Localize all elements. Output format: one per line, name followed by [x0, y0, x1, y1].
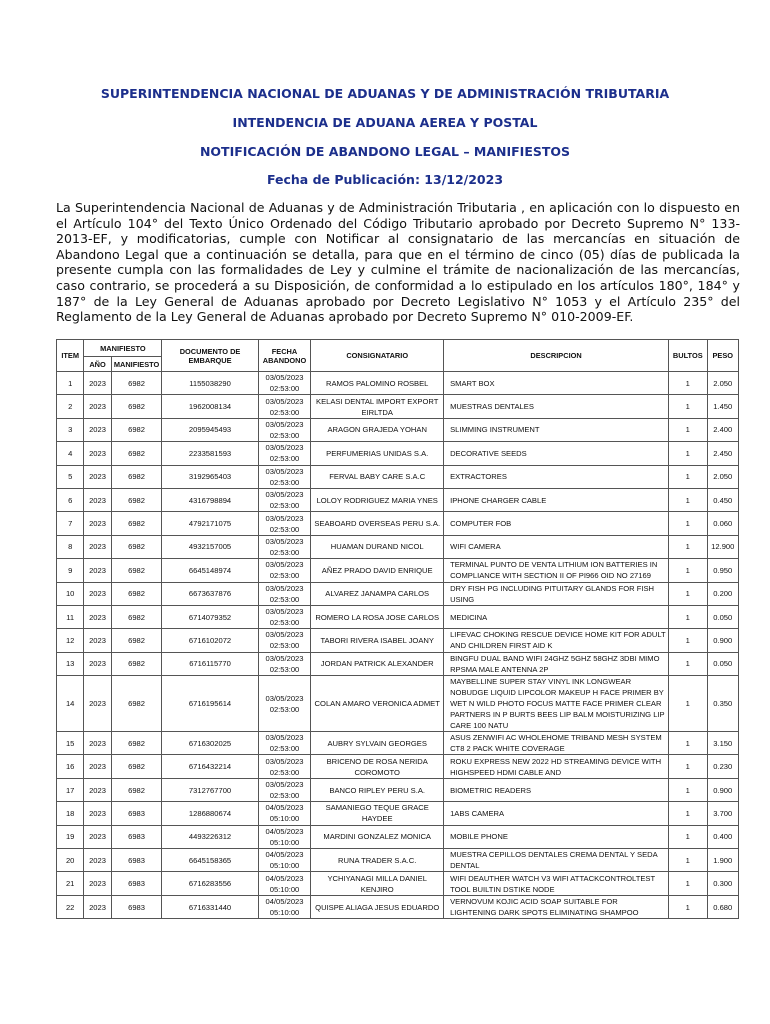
cell-bultos: 1 [669, 535, 708, 558]
cell-anio: 2023 [84, 488, 111, 511]
cell-documento: 2233581593 [162, 442, 258, 465]
cell-item: 4 [57, 442, 84, 465]
cell-bultos: 1 [669, 755, 708, 778]
cell-item: 2 [57, 395, 84, 418]
fecha-time: 02:53:00 [269, 524, 300, 534]
cell-bultos: 1 [669, 442, 708, 465]
cell-consignatario: RUNA TRADER S.A.C. [311, 849, 444, 872]
cell-bultos: 1 [669, 605, 708, 628]
cell-manifiesto: 6982 [111, 442, 162, 465]
notice-title: NOTIFICACIÓN DE ABANDONO LEGAL – MANIFIESTOS [199, 144, 571, 159]
cell-manifiesto: 6982 [111, 535, 162, 558]
col-item-header: ITEM [57, 340, 84, 372]
cell-manifiesto: 6982 [111, 629, 162, 652]
fecha-time: 05:10:00 [269, 814, 300, 824]
cell-documento: 4493226312 [162, 825, 258, 848]
cell-item: 13 [57, 652, 84, 675]
fecha-time: 02:53:00 [269, 641, 300, 651]
table-row [57, 395, 739, 418]
cell-bultos: 1 [669, 778, 708, 801]
cell-bultos: 1 [669, 802, 708, 825]
table-row [57, 732, 739, 755]
table-row [57, 418, 739, 441]
cell-fecha [258, 395, 311, 418]
cell-fecha [258, 802, 311, 825]
fecha-date: 04/05/2023 [265, 826, 304, 836]
cell-peso: 1.900 [707, 849, 738, 872]
table-row [57, 535, 739, 558]
cell-anio: 2023 [84, 629, 111, 652]
cell-peso: 0.050 [707, 605, 738, 628]
table-row [57, 372, 739, 395]
fecha-time: 02:53:00 [269, 704, 300, 714]
fecha-time: 05:10:00 [269, 884, 300, 894]
fecha-date: 04/05/2023 [265, 850, 304, 860]
fecha-date: 03/05/2023 [265, 396, 304, 406]
col-anio-header: AÑO [84, 357, 111, 372]
table-row [57, 559, 739, 582]
fecha-date: 03/05/2023 [265, 419, 304, 429]
cell-documento: 1962008134 [162, 395, 258, 418]
cell-anio: 2023 [84, 872, 111, 895]
cell-bultos: 1 [669, 465, 708, 488]
cell-descripcion: MUESTRAS DENTALES [444, 395, 669, 418]
cell-anio: 2023 [84, 395, 111, 418]
cell-consignatario: BRICENO DE ROSA NERIDA COROMOTO [311, 755, 444, 778]
cell-item: 8 [57, 535, 84, 558]
cell-consignatario: HUAMAN DURAND NICOL [311, 535, 444, 558]
cell-anio: 2023 [84, 778, 111, 801]
fecha-date: 03/05/2023 [265, 373, 304, 383]
cell-documento: 3192965403 [162, 465, 258, 488]
cell-fecha [258, 512, 311, 535]
cell-consignatario: COLAN AMARO VERONICA ADMET [311, 676, 444, 732]
cell-anio: 2023 [84, 825, 111, 848]
table-row [57, 849, 739, 872]
cell-anio: 2023 [84, 732, 111, 755]
table-row [57, 512, 739, 535]
cell-consignatario: ALVAREZ JANAMPA CARLOS [311, 582, 444, 605]
cell-peso: 0.400 [707, 825, 738, 848]
cell-descripcion: EXTRACTORES [444, 465, 669, 488]
cell-peso: 0.900 [707, 778, 738, 801]
table-row [57, 488, 739, 511]
cell-item: 3 [57, 418, 84, 441]
cell-descripcion: MEDICINA [444, 605, 669, 628]
cell-descripcion: DECORATIVE SEEDS [444, 442, 669, 465]
table-row [57, 676, 739, 732]
cell-item: 21 [57, 872, 84, 895]
cell-anio: 2023 [84, 676, 111, 732]
cell-manifiesto: 6982 [111, 605, 162, 628]
cell-descripcion: COMPUTER FOB [444, 512, 669, 535]
cell-bultos: 1 [669, 512, 708, 535]
cell-anio: 2023 [84, 895, 111, 918]
table-body [57, 372, 739, 919]
cell-manifiesto: 6982 [111, 488, 162, 511]
cell-consignatario: BANCO RIPLEY PERU S.A. [311, 778, 444, 801]
cell-descripcion: MAYBELLINE SUPER STAY VINYL INK LONGWEAR NOBUDGE LIQUID LIPCOLOR MAKEUP H FACE PRIMER BY WET N WILD PHOTO FOCUS MATTE FACE PRIMER CLEAR PARTNERS IN P BURTS BEES LIP BALM MOISTURIZING LIP CARE 100 NATU [444, 676, 669, 732]
cell-manifiesto: 6982 [111, 582, 162, 605]
cell-documento: 6716102072 [162, 629, 258, 652]
cell-peso: 0.900 [707, 629, 738, 652]
cell-manifiesto: 6982 [111, 755, 162, 778]
cell-manifiesto: 6982 [111, 778, 162, 801]
cell-fecha [258, 755, 311, 778]
cell-item: 20 [57, 849, 84, 872]
cell-documento: 2095945493 [162, 418, 258, 441]
cell-documento: 4932157005 [162, 535, 258, 558]
cell-documento: 6716115770 [162, 652, 258, 675]
table-row [57, 825, 739, 848]
cell-manifiesto: 6982 [111, 395, 162, 418]
notice-body: La Superintendencia Nacional de Aduanas y de Administración Tributaria , en aplicación con lo dispuesto en el Artículo 104° del Texto Único Ordenado del Código Tributario aprobado por Decreto Supremo N° 133-2013-EF, y modificatorias, cumple con Notificar al consignatario de las mercancías en situación de Abandono Legal que a continuación se detalla, para que en el término de cinco (05) días de publicada la presente cumpla con las formalidades de Ley y culmine el trámite de nacionalización de las mercancías, caso contrario, se procederá a su Disposición, de conformidad a lo estipulado en los artículos 180°, 184° y 187° de la Ley General de Aduanas aprobado por Decreto Legislativo N° 1053 y el Artículo 235° del Reglamento de la Ley General de Aduanas aprobado por Decreto Supremo N° 010-2009-EF. [56, 200, 740, 325]
cell-peso: 2.400 [707, 418, 738, 441]
cell-peso: 1.450 [707, 395, 738, 418]
cell-manifiesto: 6983 [111, 849, 162, 872]
col-descripcion-header: DESCRIPCION [444, 340, 669, 372]
cell-item: 11 [57, 605, 84, 628]
cell-documento: 1155038290 [162, 372, 258, 395]
cell-fecha [258, 676, 311, 732]
fecha-date: 03/05/2023 [265, 490, 304, 500]
cell-consignatario: ARAGON GRAJEDA YOHAN [311, 418, 444, 441]
cell-fecha [258, 732, 311, 755]
cell-bultos: 1 [669, 895, 708, 918]
cell-manifiesto: 6982 [111, 418, 162, 441]
cell-item: 1 [57, 372, 84, 395]
publication-date: Fecha de Publicación: 13/12/2023 [266, 172, 504, 187]
cell-descripcion: LIFEVAC CHOKING RESCUE DEVICE HOME KIT FOR ADULT AND CHILDREN FIRST AID K [444, 629, 669, 652]
fecha-time: 05:10:00 [269, 908, 300, 917]
cell-manifiesto: 6982 [111, 652, 162, 675]
cell-anio: 2023 [84, 442, 111, 465]
cell-descripcion: DRY FISH PG INCLUDING PITUITARY GLANDS FOR FISH USING [444, 582, 669, 605]
cell-anio: 2023 [84, 582, 111, 605]
cell-peso: 0.950 [707, 559, 738, 582]
cell-peso: 0.050 [707, 652, 738, 675]
cell-peso: 12.900 [707, 535, 738, 558]
cell-peso: 2.450 [707, 442, 738, 465]
cell-peso: 0.060 [707, 512, 738, 535]
fecha-time: 02:53:00 [269, 454, 300, 464]
cell-bultos: 1 [669, 395, 708, 418]
cell-documento: 6716302025 [162, 732, 258, 755]
cell-consignatario: KELASI DENTAL IMPORT EXPORT EIRLTDA [311, 395, 444, 418]
col-fecha-header: FECHA ABANDONO [258, 340, 311, 372]
cell-documento: 6716283556 [162, 872, 258, 895]
cell-bultos: 1 [669, 559, 708, 582]
fecha-date: 03/05/2023 [265, 653, 304, 663]
cell-descripcion: BIOMETRIC READERS [444, 778, 669, 801]
cell-item: 18 [57, 802, 84, 825]
cell-item: 17 [57, 778, 84, 801]
col-peso-header: PESO [707, 340, 738, 372]
cell-documento: 6714079352 [162, 605, 258, 628]
cell-item: 7 [57, 512, 84, 535]
col-documento-header: DOCUMENTO DE EMBARQUE [162, 340, 258, 372]
cell-anio: 2023 [84, 465, 111, 488]
fecha-date: 03/05/2023 [265, 536, 304, 546]
cell-peso: 0.200 [707, 582, 738, 605]
cell-documento: 4792171075 [162, 512, 258, 535]
cell-fecha [258, 825, 311, 848]
table-row [57, 605, 739, 628]
cell-manifiesto: 6983 [111, 872, 162, 895]
cell-descripcion: MOBILE PHONE [444, 825, 669, 848]
cell-manifiesto: 6982 [111, 465, 162, 488]
cell-consignatario: RAMOS PALOMINO ROSBEL [311, 372, 444, 395]
cell-item: 15 [57, 732, 84, 755]
cell-fecha [258, 488, 311, 511]
cell-descripcion: VERNOVUM KOJIC ACID SOAP SUITABLE FOR LIGHTENING DARK SPOTS ELIMINATING SHAMPOO [444, 895, 669, 918]
fecha-time: 02:53:00 [269, 664, 300, 674]
cell-manifiesto: 6982 [111, 372, 162, 395]
cell-descripcion: MUESTRA CEPILLOS DENTALES CREMA DENTAL Y SEDA DENTAL [444, 849, 669, 872]
cell-bultos: 1 [669, 488, 708, 511]
table-row [57, 755, 739, 778]
table-row [57, 872, 739, 895]
cell-manifiesto: 6983 [111, 825, 162, 848]
col-manifiesto-header: MANIFIESTO [111, 357, 162, 372]
cell-consignatario: PERFUMERIAS UNIDAS S.A. [311, 442, 444, 465]
fecha-time: 02:53:00 [269, 430, 300, 440]
cell-fecha [258, 582, 311, 605]
cell-fecha [258, 605, 311, 628]
cell-documento: 6716195614 [162, 676, 258, 732]
fecha-date: 04/05/2023 [265, 873, 304, 883]
cell-item: 22 [57, 895, 84, 918]
cell-descripcion: 1ABS CAMERA [444, 802, 669, 825]
cell-manifiesto: 6982 [111, 676, 162, 732]
cell-bultos: 1 [669, 849, 708, 872]
cell-descripcion: BINGFU DUAL BAND WIFI 24GHZ 5GHZ 58GHZ 3DBI MIMO RPSMA MALE ANTENNA 2P [444, 652, 669, 675]
cell-item: 19 [57, 825, 84, 848]
fecha-date: 03/05/2023 [265, 780, 304, 790]
abandonment-table [56, 339, 739, 919]
cell-anio: 2023 [84, 802, 111, 825]
cell-manifiesto: 6983 [111, 802, 162, 825]
fecha-date: 03/05/2023 [265, 693, 304, 703]
cell-peso: 3.150 [707, 732, 738, 755]
cell-bultos: 1 [669, 629, 708, 652]
cell-fecha [258, 442, 311, 465]
cell-fecha [258, 418, 311, 441]
cell-consignatario: YCHIYANAGI MILLA DANIEL KENJIRO [311, 872, 444, 895]
cell-documento: 6716432214 [162, 755, 258, 778]
cell-manifiesto: 6982 [111, 559, 162, 582]
cell-descripcion: IPHONE CHARGER CABLE [444, 488, 669, 511]
cell-descripcion: WIFI DEAUTHER WATCH V3 WIFI ATTACKCONTROLTEST TOOL BUILTIN DSTIKE NODE [444, 872, 669, 895]
cell-manifiesto: 6982 [111, 512, 162, 535]
cell-peso: 3.700 [707, 802, 738, 825]
fecha-date: 03/05/2023 [265, 607, 304, 617]
table-row [57, 802, 739, 825]
cell-peso: 0.300 [707, 872, 738, 895]
cell-anio: 2023 [84, 755, 111, 778]
cell-documento: 1286880674 [162, 802, 258, 825]
cell-consignatario: QUISPE ALIAGA JESUS EDUARDO [311, 895, 444, 918]
cell-bultos: 1 [669, 652, 708, 675]
fecha-time: 02:53:00 [269, 407, 300, 417]
cell-fecha [258, 895, 311, 918]
cell-peso: 0.350 [707, 676, 738, 732]
table-row [57, 465, 739, 488]
cell-fecha [258, 652, 311, 675]
cell-bultos: 1 [669, 582, 708, 605]
cell-item: 5 [57, 465, 84, 488]
cell-fecha [258, 559, 311, 582]
cell-anio: 2023 [84, 512, 111, 535]
cell-fecha [258, 465, 311, 488]
cell-fecha [258, 872, 311, 895]
fecha-time: 02:53:00 [269, 571, 300, 581]
cell-anio: 2023 [84, 372, 111, 395]
col-manifiesto-group-header: MANIFIESTO [84, 340, 162, 357]
cell-consignatario: TABORI RIVERA ISABEL JOANY [311, 629, 444, 652]
cell-item: 14 [57, 676, 84, 732]
fecha-date: 03/05/2023 [265, 513, 304, 523]
cell-consignatario: AÑEZ PRADO DAVID ENRIQUE [311, 559, 444, 582]
fecha-date: 04/05/2023 [265, 803, 304, 813]
cell-documento: 7312767700 [162, 778, 258, 801]
cell-descripcion: SMART BOX [444, 372, 669, 395]
fecha-time: 02:53:00 [269, 594, 300, 604]
cell-consignatario: JORDAN PATRICK ALEXANDER [311, 652, 444, 675]
fecha-time: 05:10:00 [269, 861, 300, 871]
cell-documento: 6645158365 [162, 849, 258, 872]
fecha-date: 03/05/2023 [265, 583, 304, 593]
cell-manifiesto: 6983 [111, 895, 162, 918]
cell-peso: 0.450 [707, 488, 738, 511]
fecha-time: 05:10:00 [269, 837, 300, 847]
table-row [57, 652, 739, 675]
col-bultos-header: BULTOS [669, 340, 708, 372]
cell-documento: 6716331440 [162, 895, 258, 918]
cell-descripcion: SLIMMING INSTRUMENT [444, 418, 669, 441]
fecha-date: 03/05/2023 [265, 560, 304, 570]
table-row [57, 442, 739, 465]
cell-peso: 0.230 [707, 755, 738, 778]
cell-documento: 6645148974 [162, 559, 258, 582]
agency-title: SUPERINTENDENCIA NACIONAL DE ADUANAS Y DE ADMINISTRACIÓN TRIBUTARIA [100, 86, 670, 101]
cell-anio: 2023 [84, 652, 111, 675]
cell-peso: 0.680 [707, 895, 738, 918]
cell-fecha [258, 849, 311, 872]
cell-manifiesto: 6982 [111, 732, 162, 755]
fecha-time: 02:53:00 [269, 547, 300, 557]
fecha-date: 03/05/2023 [265, 466, 304, 476]
cell-descripcion: WIFI CAMERA [444, 535, 669, 558]
cell-consignatario: SEABOARD OVERSEAS PERU S.A. [311, 512, 444, 535]
cell-peso: 2.050 [707, 372, 738, 395]
cell-item: 12 [57, 629, 84, 652]
cell-descripcion: ASUS ZENWIFI AC WHOLEHOME TRIBAND MESH SYSTEM CT8 2 PACK WHITE COVERAGE [444, 732, 669, 755]
fecha-time: 02:53:00 [269, 744, 300, 754]
fecha-time: 02:53:00 [269, 767, 300, 777]
table-row [57, 629, 739, 652]
fecha-date: 03/05/2023 [265, 756, 304, 766]
office-title: INTENDENCIA DE ADUANA AEREA Y POSTAL [232, 115, 538, 130]
fecha-date: 04/05/2023 [265, 897, 304, 906]
fecha-time: 02:53:00 [269, 384, 300, 394]
table-row [57, 582, 739, 605]
cell-bultos: 1 [669, 676, 708, 732]
cell-fecha [258, 535, 311, 558]
cell-documento: 6673637876 [162, 582, 258, 605]
table-row [57, 778, 739, 801]
cell-item: 10 [57, 582, 84, 605]
cell-descripcion: ROKU EXPRESS NEW 2022 HD STREAMING DEVICE WITH HIGHSPEED HDMI CABLE AND [444, 755, 669, 778]
fecha-time: 02:53:00 [269, 501, 300, 511]
fecha-date: 03/05/2023 [265, 443, 304, 453]
cell-consignatario: FERVAL BABY CARE S.A.C [311, 465, 444, 488]
fecha-date: 03/05/2023 [265, 630, 304, 640]
fecha-date: 03/05/2023 [265, 733, 304, 743]
cell-descripcion: TERMINAL PUNTO DE VENTA LITHIUM ION BATTERIES IN COMPLIANCE WITH SECTION II OF PI966 OID NO 27169 [444, 559, 669, 582]
cell-consignatario: MARDINI GONZALEZ MONICA [311, 825, 444, 848]
fecha-time: 02:53:00 [269, 791, 300, 801]
cell-consignatario: AUBRY SYLVAIN GEORGES [311, 732, 444, 755]
cell-fecha [258, 372, 311, 395]
cell-bultos: 1 [669, 825, 708, 848]
cell-documento: 4316798894 [162, 488, 258, 511]
table-row [57, 895, 739, 918]
cell-item: 16 [57, 755, 84, 778]
cell-bultos: 1 [669, 872, 708, 895]
cell-anio: 2023 [84, 849, 111, 872]
cell-bultos: 1 [669, 732, 708, 755]
cell-bultos: 1 [669, 372, 708, 395]
cell-consignatario: ROMERO LA ROSA JOSE CARLOS [311, 605, 444, 628]
fecha-time: 02:53:00 [269, 477, 300, 487]
col-consignatario-header: CONSIGNATARIO [311, 340, 444, 372]
cell-fecha [258, 778, 311, 801]
cell-anio: 2023 [84, 535, 111, 558]
cell-anio: 2023 [84, 605, 111, 628]
cell-item: 9 [57, 559, 84, 582]
cell-consignatario: SAMANIEGO TEQUE GRACE HAYDEE [311, 802, 444, 825]
cell-bultos: 1 [669, 418, 708, 441]
cell-consignatario: LOLOY RODRIGUEZ MARIA YNES [311, 488, 444, 511]
cell-item: 6 [57, 488, 84, 511]
cell-fecha [258, 629, 311, 652]
cell-anio: 2023 [84, 418, 111, 441]
cell-anio: 2023 [84, 559, 111, 582]
cell-peso: 2.050 [707, 465, 738, 488]
table-header [57, 340, 739, 372]
fecha-time: 02:53:00 [269, 618, 300, 628]
